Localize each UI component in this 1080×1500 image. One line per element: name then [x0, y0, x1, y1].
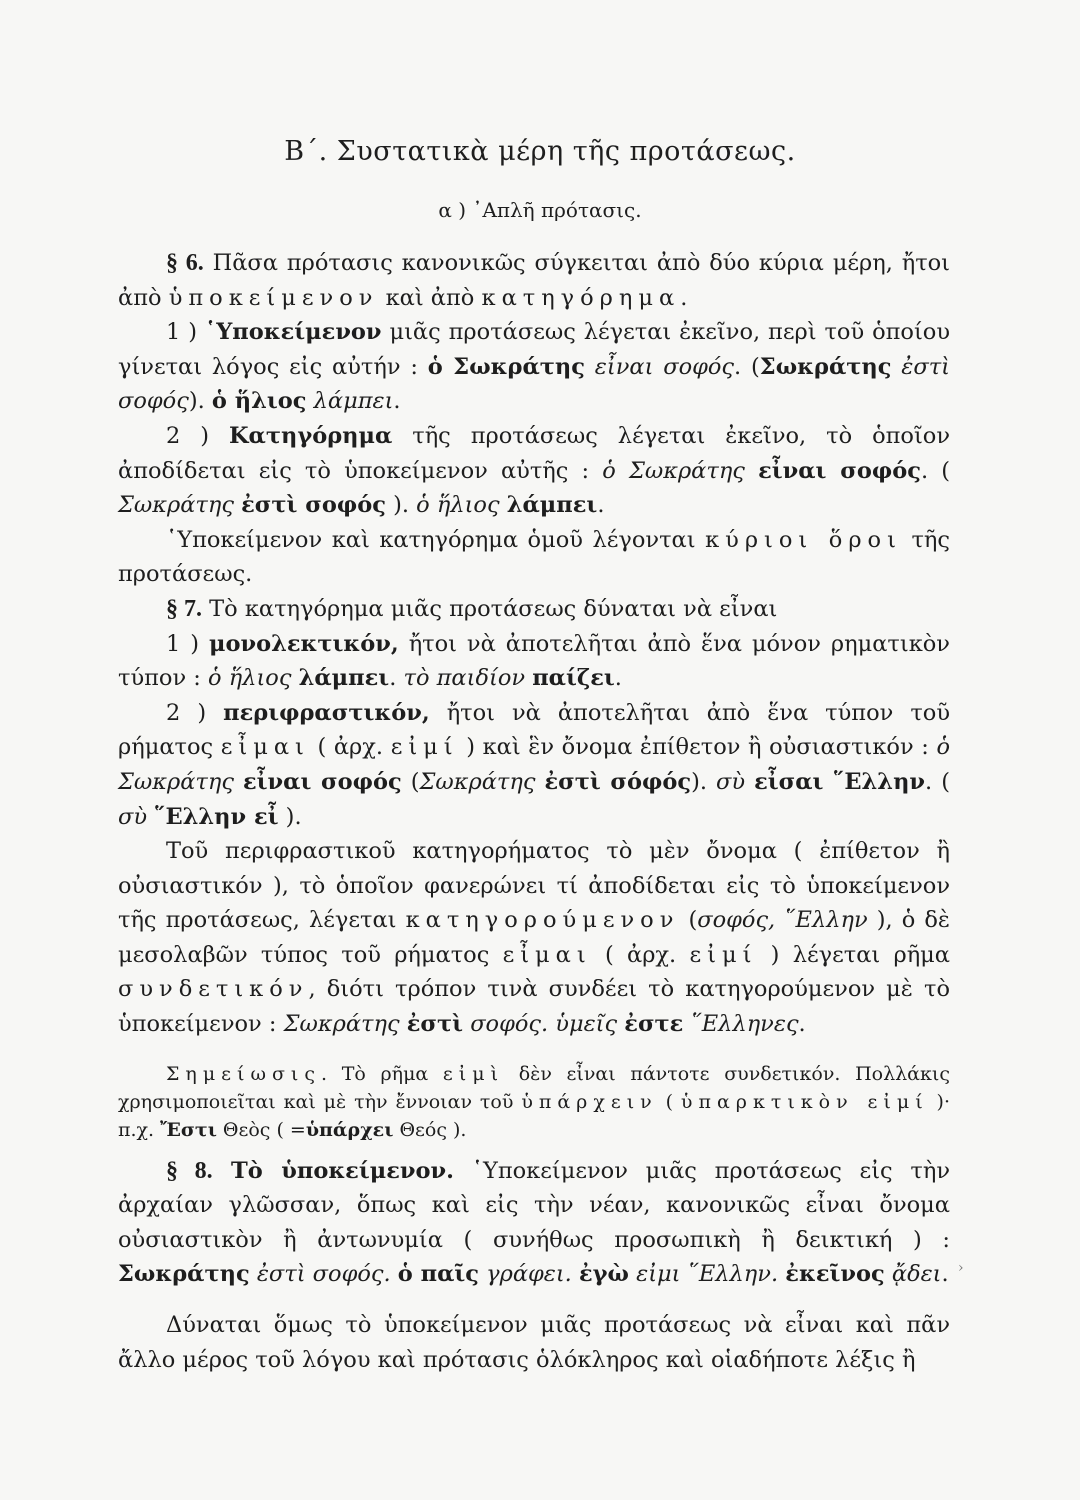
margin-mark: › [958, 1260, 964, 1276]
spaced-term: εἰμὶ [442, 1062, 505, 1085]
text: Τὸ κατηγόρημα μιᾶς προτάσεως δύναται νὰ εἶναι [202, 595, 778, 622]
example: ὁ παῖς [397, 1261, 480, 1288]
spaced-term: ὑπάρχειν [521, 1090, 658, 1113]
term: ῾Υποκείμενον [204, 319, 382, 346]
text-body [118, 246, 950, 1377]
text: . [680, 284, 688, 311]
example: ὁ Σωκράτης [427, 353, 585, 380]
spaced-term: κατηγόρημα [481, 284, 681, 311]
example: ῞Ελλην εἶ [154, 803, 279, 830]
text: ( ἀρχ. [591, 941, 690, 968]
spaced-term: κατηγορούμενον [405, 907, 680, 934]
paragraph-last [118, 1308, 950, 1377]
example: εἰμι ῞Ελλην. [628, 1261, 786, 1288]
paragraph-item-2 [118, 419, 950, 523]
example: ὁ Σωκράτης [602, 457, 759, 484]
paragraph-periphrastic [118, 834, 950, 1042]
item-number: 2 ) [166, 422, 229, 449]
example: εἶσαι ῞Ελλην [754, 768, 926, 795]
example: λάμπει [298, 665, 390, 692]
example: λάμπει [306, 388, 394, 415]
text: ( [657, 1090, 681, 1113]
spaced-term: εἶμαι [502, 941, 592, 968]
example: παίζει [532, 665, 615, 692]
text: ( [401, 768, 420, 795]
text: . ( [734, 353, 760, 380]
example: ἐστὶ σοφός. [249, 1261, 398, 1288]
text: ) λέγεται ρῆμα [757, 941, 950, 968]
example: ἐστε [624, 1011, 684, 1038]
text: ἤτοι νὰ ἀποτελῆται ἀπὸ ἕνα τύπον τοῦ ρήματος [118, 699, 950, 761]
spaced-term: συνδετικόν [118, 976, 309, 1003]
spaced-term: ὑποκείμενον [168, 284, 379, 311]
example: ἐστὶ σοφός [241, 492, 386, 519]
text: . [393, 388, 401, 415]
example: ὑπάρχει [305, 1118, 394, 1141]
text: . ( [925, 768, 950, 795]
text: . [597, 492, 605, 519]
item-number: 1 ) [166, 630, 209, 657]
text: ). [278, 803, 302, 830]
item-number: 1 ) [166, 319, 205, 346]
section-number: § 6. [166, 250, 204, 276]
text: Δύναται ὅμως τὸ ὑποκείμενον μιᾶς προτάσεως νὰ εἶναι καὶ πᾶν ἄλλο μέρος τοῦ λόγου καὶ πρότασις ὁλόκληρος καὶ οἱαδήποτε λέξις ἢ [118, 1312, 950, 1373]
text: δὲν εἶναι πάντοτε συνδετικόν. Πολλάκις χρησιμοποιεῖται καὶ μὲ τὴν ἔννοιαν τοῦ [118, 1062, 950, 1113]
example: εἶναι σοφός [758, 457, 921, 484]
example: ἐστὶ σόφός [544, 768, 692, 795]
text: , διότι τρόπον τινὰ συνδέει τὸ κατηγορούμενον μὲ τὸ ὑποκείμενον : [118, 976, 950, 1038]
paragraph-s6 [118, 246, 950, 315]
example: Σωκράτης [419, 768, 545, 795]
item-number: 2 ) [166, 699, 224, 726]
text: . [941, 1261, 949, 1288]
text: τῆς προτάσεως λέγεται ἐκεῖνο, τὸ ὁποῖον ἀποδίδεται εἰς τὸ ὑποκείμενον αὐτῆς : [118, 422, 950, 484]
paragraph-kyrioi-oroi [118, 523, 950, 592]
example: ὁ Σωκράτης [118, 734, 950, 795]
example: σοφός. ὑμεῖς [463, 1011, 625, 1038]
spaced-term: εἶμαι [220, 734, 310, 761]
text: Θεός ). [393, 1118, 467, 1141]
paragraph-s7 [118, 592, 950, 627]
example: Σωκράτης [118, 1261, 250, 1288]
example: ῞Ελληνες [683, 1011, 799, 1038]
example: ἐστὶ [406, 1011, 464, 1038]
example: τὸ παιδίον [403, 665, 533, 692]
text: . ( [920, 457, 951, 484]
text: . Τὸ ρῆμα [321, 1062, 443, 1085]
example: εἶναι σοφός [584, 353, 735, 380]
paragraph-item-1 [118, 315, 950, 419]
example: ἐστὶ σοφός [118, 353, 951, 415]
spaced-term: κύριοι ὅροι [705, 526, 902, 553]
example: σὺ [118, 803, 155, 830]
example: Ἔστι [160, 1118, 217, 1141]
text: ῾Υποκείμενον μιᾶς προτάσεως εἰς τὴν ἀρχαίαν γλῶσσαν, ὅπως καὶ εἰς τὴν νέαν, κανονικῶς εἶναι ὄνομα οὐσιαστικὸν ἢ ἀντωνυμία ( συνήθως προσωπικὴ ἢ δεικτική ) : [118, 1157, 950, 1253]
example: σὺ [716, 768, 755, 795]
spaced-term: εἰμί [689, 941, 758, 968]
text: . [614, 665, 622, 692]
paragraph-s7-item-2 [118, 696, 950, 834]
section-number: § 7. [166, 595, 202, 622]
example: εἶναι σοφός [242, 768, 402, 795]
spaced-term: εἰμί [390, 734, 459, 761]
spaced-term: ὑπαρκτικὸν εἰμί [680, 1090, 929, 1113]
text: )· π.χ. [118, 1090, 951, 1141]
example: Σωκράτης [118, 492, 242, 519]
example: ἐκεῖνος [785, 1261, 885, 1288]
text: μιᾶς προτάσεως λέγεται ἐκεῖνο, περὶ τοῦ ὁποίου γίνεται λόγος εἰς αὐτήν : [118, 319, 950, 380]
example: σοφός, ῞Ελλην [697, 907, 868, 934]
term: μονολεκτικόν, [208, 630, 399, 657]
subsection-heading: α ) ᾿Απλῆ πρότασις. [438, 198, 642, 222]
note-paragraph [118, 1060, 950, 1144]
spacer [118, 1292, 950, 1308]
text: Θεὸς ( = [216, 1118, 306, 1141]
text: καὶ ἀπὸ [378, 284, 482, 311]
text: ( [679, 907, 698, 934]
text: ), ὁ δὲ μεσολαβῶν τύπος τοῦ ρήματος [118, 907, 950, 968]
text: Πᾶσα πρότασις κανονικῶς σύγκειται ἀπὸ δύο κύρια μέρη, ἤτοι ἀπὸ [118, 250, 951, 311]
text: ). [691, 768, 717, 795]
example: γράφει. [479, 1261, 579, 1288]
text: ). [385, 492, 417, 519]
text: Τοῦ περιφραστικοῦ κατηγορήματος τὸ μὲν ὄνομα ( ἐπίθετον ἢ οὐσιαστικόν ), τὸ ὁποῖον φανερώνει τί ἀποδίδεται εἰς τὸ ὑποκείμενον τῆς προτάσεως, λέγεται [118, 838, 950, 934]
example: ὁ ἥλιος [211, 388, 307, 415]
example: Σωκράτης [759, 353, 892, 380]
example: λάμπει [506, 492, 598, 519]
example: ἐγὼ [579, 1261, 629, 1288]
section-heading: Β΄. Συστατικὰ μέρη τῆς προτάσεως. [284, 136, 796, 167]
text: τῆς προτάσεως. [118, 526, 950, 588]
example: ᾄδει [884, 1261, 942, 1288]
section-title: Τὸ ὑποκείμενον. [212, 1157, 454, 1184]
example: ὁ ἥλιος [416, 492, 507, 519]
example: Σωκράτης [283, 1011, 407, 1038]
example: ὁ ἥλιος [208, 665, 299, 692]
text: ). [188, 388, 212, 415]
text: ἤτοι νὰ ἀποτελῆται ἀπὸ ἕνα μόνον ρηματικὸν τύπον : [118, 630, 950, 692]
paragraph-s7-item-1 [118, 627, 950, 696]
text: . [389, 665, 404, 692]
term: Κατηγόρημα [228, 422, 393, 449]
text: ῾Υποκείμενον καὶ κατηγόρημα ὁμοῦ λέγονται [166, 526, 706, 553]
paragraph-s8 [118, 1154, 950, 1292]
text: ( ἀρχ. [309, 734, 391, 761]
text: ) καὶ ἓν ὄνομα ἐπίθετον ἢ οὐσιαστικόν : [458, 734, 937, 761]
text: . [798, 1011, 806, 1038]
section-number: § 8. [166, 1157, 213, 1184]
term: περιφραστικόν, [223, 699, 430, 726]
spaced-term: Σημείωσις [166, 1062, 322, 1085]
